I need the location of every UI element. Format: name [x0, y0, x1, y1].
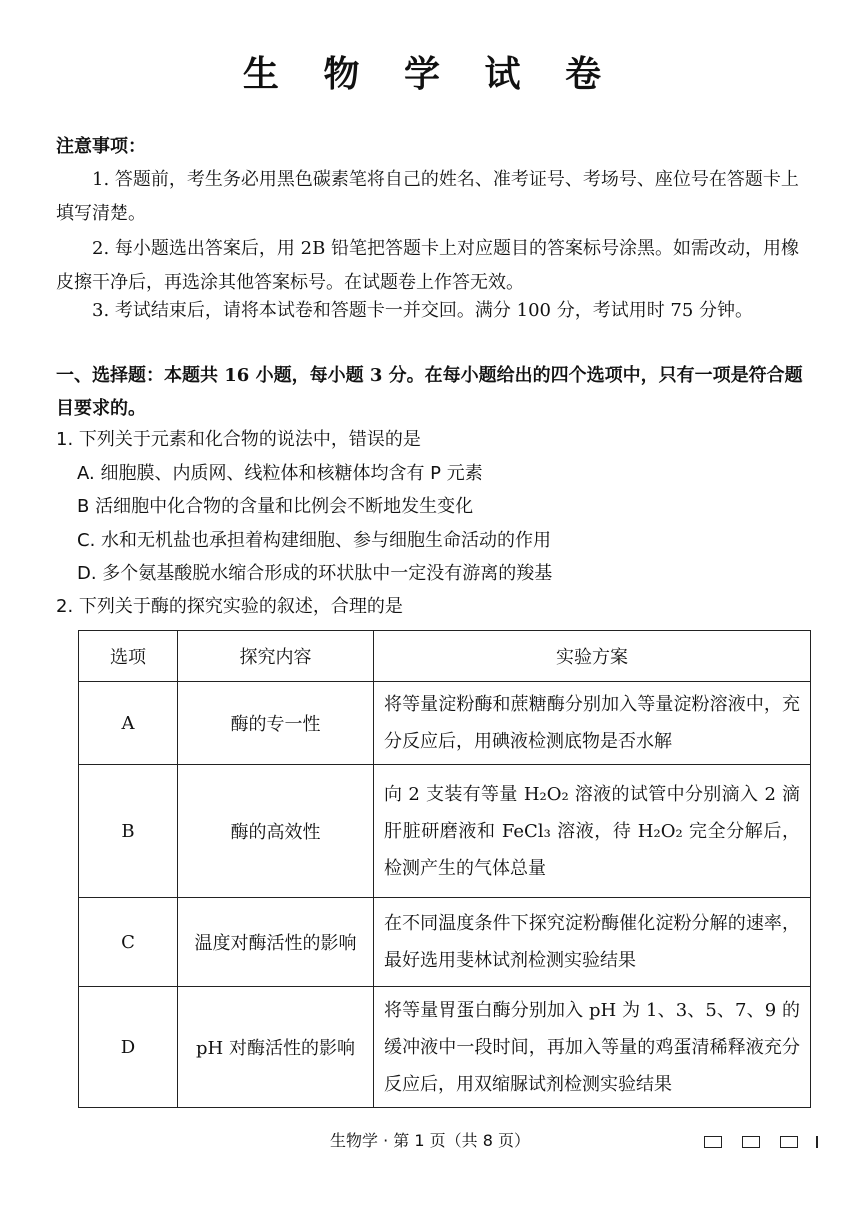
- tick-mark-icon: [816, 1136, 818, 1148]
- question-1-stem: 1. 下列关于元素和化合物的说法中，错误的是: [56, 429, 421, 450]
- table-row: [79, 765, 811, 898]
- table-cell-content: 温度对酶活性的影响: [178, 898, 374, 987]
- question-1-option-d: D. 多个氨基酸脱水缩合形成的环状肽中一定没有游离的羧基: [77, 563, 553, 584]
- table-row: [79, 987, 811, 1108]
- experiment-table: [78, 630, 811, 1108]
- page-footer: 生物学 · 第 1 页（共 8 页）: [330, 1131, 530, 1150]
- section-heading: 一、选择题：本题共 16 小题，每小题 3 分。在每小题给出的四个选项中，只有一项是符合题目要求的。: [56, 365, 803, 419]
- table-header-option: 选项: [79, 631, 178, 682]
- table-cell-plan: 向 2 支装有等量 H₂O₂ 溶液的试管中分别滴入 2 滴肝脏研磨液和 FeCl₃ 溶液，待 H₂O₂ 完全分解后，检测产生的气体总量: [374, 765, 811, 898]
- table-header-content: 探究内容: [178, 631, 374, 682]
- question-1-option-a: A. 细胞膜、内质网、线粒体和核糖体均含有 P 元素: [77, 463, 483, 484]
- table-cell-plan: 将等量胃蛋白酶分别加入 pH 为 1、3、5、7、9 的缓冲液中一段时间，再加入等量的鸡蛋清稀释液充分反应后，用双缩脲试剂检测实验结果: [374, 987, 811, 1108]
- table-cell-content: 酶的高效性: [178, 765, 374, 898]
- empty-box-icon: [780, 1136, 798, 1148]
- exam-title: 生 物 学 试 卷: [242, 53, 618, 95]
- table-cell-plan: 将等量淀粉酶和蔗糖酶分别加入等量淀粉溶液中，充分反应后，用碘液检测底物是否水解: [374, 682, 811, 765]
- empty-box-icon: [742, 1136, 760, 1148]
- table-cell-option: D: [79, 987, 178, 1108]
- notice-item-3: 3. 考试结束后，请将本试卷和答题卡一并交回。满分 100 分，考试用时 75 分钟。: [92, 300, 754, 321]
- notice-item-1: 1. 答题前，考生务必用黑色碳素笔将自己的姓名、准考证号、考场号、座位号在答题卡上填写清楚。: [56, 169, 799, 224]
- table-row: [79, 898, 811, 987]
- question-1-option-c: C. 水和无机盐也承担着构建细胞、参与细胞生命活动的作用: [77, 530, 552, 551]
- notice-item-2: 2. 每小题选出答案后，用 2B 铅笔把答题卡上对应题目的答案标号涂黑。如需改动，用橡皮擦干净后，再选涂其他答案标号。在试题卷上作答无效。: [56, 238, 800, 293]
- table-cell-content: 酶的专一性: [178, 682, 374, 765]
- table-cell-content: pH 对酶活性的影响: [178, 987, 374, 1108]
- table-cell-option: C: [79, 898, 178, 987]
- question-1-option-b: B 活细胞中化合物的含量和比例会不断地发生变化: [77, 496, 474, 517]
- question-2-stem: 2. 下列关于酶的探究实验的叙述，合理的是: [56, 596, 403, 617]
- notice-heading: 注意事项：: [56, 136, 146, 157]
- empty-box-icon: [704, 1136, 722, 1148]
- table-row: [79, 682, 811, 765]
- table-cell-option: B: [79, 765, 178, 898]
- table-cell-plan: 在不同温度条件下探究淀粉酶催化淀粉分解的速率，最好选用斐林试剂检测实验结果: [374, 898, 811, 987]
- table-header-plan: 实验方案: [374, 631, 811, 682]
- table-header-row: [79, 631, 811, 682]
- table-cell-option: A: [79, 682, 178, 765]
